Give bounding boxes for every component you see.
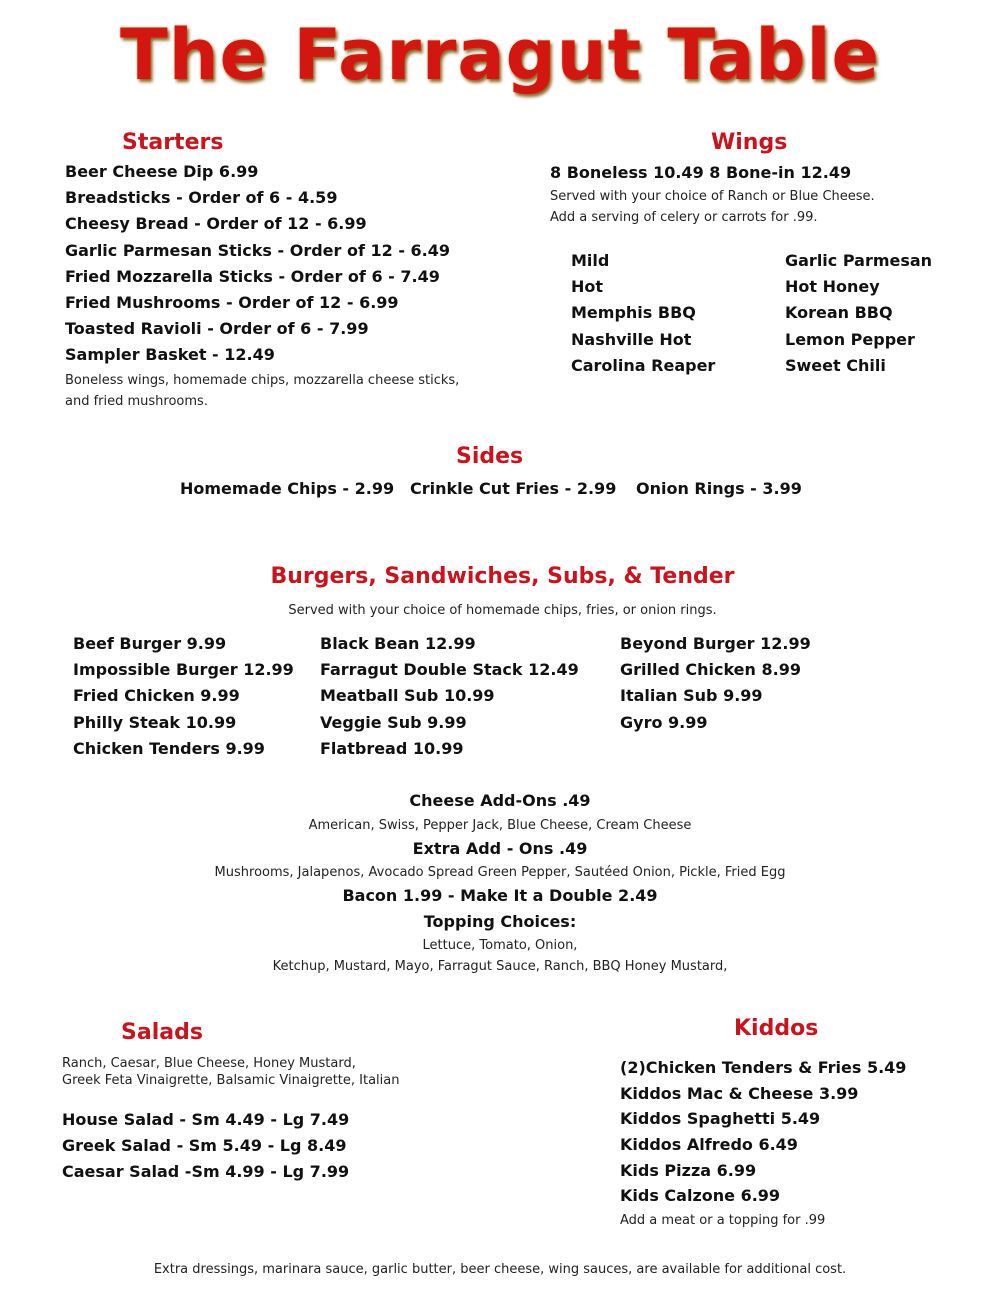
list-item: Kiddos Mac & Cheese 3.99	[620, 1083, 859, 1103]
list-item: Chicken Tenders 9.99	[73, 738, 265, 758]
wings-note-line1: Served with your choice of Ranch or Blue Cheese.	[550, 189, 875, 204]
salad-dressings-line1: Ranch, Caesar, Blue Cheese, Honey Mustard,	[62, 1056, 356, 1071]
burgers-col2	[320, 631, 579, 762]
kiddos-note: Add a meat or a topping for .99	[620, 1213, 826, 1228]
side-item: Crinkle Cut Fries - 2.99	[410, 479, 617, 498]
wings-note-line2: Add a serving of celery or carrots for .99.	[550, 210, 818, 225]
list-item: Kiddos Alfredo 6.49	[620, 1135, 798, 1155]
list-item: Hot	[571, 277, 604, 297]
list-item: Flatbread 10.99	[320, 738, 464, 758]
list-item: Breadsticks - Order of 6 - 4.59	[65, 188, 338, 208]
wing-flavors-col2	[785, 248, 932, 379]
salads-heading: Salads	[121, 1020, 203, 1045]
list-item: Caesar Salad -Sm 4.99 - Lg 7.99	[62, 1162, 350, 1182]
list-item: Nashville Hot	[571, 329, 692, 349]
list-item: House Salad - Sm 4.49 - Lg 7.49	[62, 1110, 350, 1129]
starters-list	[65, 159, 450, 369]
toppings-line1: Lettuce, Tomato, Onion,	[422, 938, 578, 953]
starters-heading: Starters	[122, 130, 224, 155]
salads-list	[62, 1107, 349, 1186]
list-item: Lemon Pepper	[785, 329, 915, 349]
list-item: Beef Burger 9.99	[73, 634, 227, 653]
list-item: Cheesy Bread - Order of 12 - 6.99	[65, 214, 367, 234]
list-item: Beyond Burger 12.99	[620, 634, 811, 653]
cheese-addons-heading: Cheese Add-Ons .49	[409, 791, 591, 810]
list-item: Gyro 9.99	[620, 712, 708, 732]
list-item: Impossible Burger 12.99	[73, 660, 294, 680]
list-item: Fried Mushrooms - Order of 12 - 6.99	[65, 292, 399, 312]
list-item: Garlic Parmesan	[785, 251, 933, 270]
starters-note-line2: and fried mushrooms.	[65, 394, 208, 409]
side-item: Onion Rings - 3.99	[636, 479, 802, 498]
list-item: Toasted Ravioli - Order of 6 - 7.99	[65, 319, 369, 339]
list-item: Hot Honey	[785, 277, 880, 297]
list-item: Mild	[571, 251, 610, 270]
list-item: Carolina Reaper	[571, 355, 716, 375]
kiddos-heading: Kiddos	[734, 1016, 819, 1041]
list-item: Fried Mozzarella Sticks - Order of 6 - 7.49	[65, 266, 440, 286]
burgers-heading: Burgers, Sandwiches, Subs, & Tender	[270, 564, 735, 589]
list-item: Greek Salad - Sm 5.49 - Lg 8.49	[62, 1136, 347, 1156]
list-item: Grilled Chicken 8.99	[620, 660, 801, 680]
list-item: Kids Calzone 6.99	[620, 1186, 781, 1206]
menu-title: The Farragut Table	[120, 14, 880, 96]
list-item: (2)Chicken Tenders & Fries 5.49	[620, 1058, 907, 1077]
kiddos-list	[620, 1055, 906, 1209]
list-item: Veggie Sub 9.99	[320, 712, 467, 732]
list-item: Farragut Double Stack 12.49	[320, 660, 579, 680]
list-item: Kiddos Spaghetti 5.49	[620, 1109, 821, 1129]
burgers-col1	[73, 631, 294, 762]
cheese-addons-list: American, Swiss, Pepper Jack, Blue Cheese, Cream Cheese	[308, 818, 692, 833]
salad-dressings-line2: Greek Feta Vinaigrette, Balsamic Vinaigrette, Italian	[62, 1073, 400, 1088]
toppings-heading: Topping Choices:	[423, 912, 577, 931]
list-item: Garlic Parmesan Sticks - Order of 12 - 6.49	[65, 240, 451, 260]
burgers-col3	[620, 631, 811, 736]
list-item: Beer Cheese Dip 6.99	[65, 162, 259, 181]
list-item: Black Bean 12.99	[320, 634, 476, 653]
list-item: Sweet Chili	[785, 355, 886, 375]
toppings-line2: Ketchup, Mustard, Mayo, Farragut Sauce, Ranch, BBQ Honey Mustard,	[272, 959, 728, 974]
list-item: Italian Sub 9.99	[620, 686, 763, 706]
wing-flavors-col1	[571, 248, 715, 379]
list-item: Kids Pizza 6.99	[620, 1160, 757, 1180]
starters-note-line1: Boneless wings, homemade chips, mozzarella cheese sticks,	[65, 373, 460, 388]
list-item: Meatball Sub 10.99	[320, 686, 495, 706]
sides-heading: Sides	[456, 444, 524, 469]
list-item: Korean BBQ	[785, 303, 893, 323]
list-item: Fried Chicken 9.99	[73, 686, 240, 706]
list-item: Memphis BBQ	[571, 303, 696, 323]
side-item: Homemade Chips - 2.99	[180, 479, 395, 498]
burgers-note: Served with your choice of homemade chips, fries, or onion rings.	[288, 603, 717, 618]
extra-addons-list: Mushrooms, Jalapenos, Avocado Spread Green Pepper, Sautéed Onion, Pickle, Fried Egg	[214, 865, 786, 880]
list-item: Sampler Basket - 12.49	[65, 345, 275, 365]
bacon-addon: Bacon 1.99 - Make It a Double 2.49	[342, 886, 658, 905]
wings-price-line: 8 Boneless 10.49 8 Bone-in 12.49	[550, 163, 852, 182]
extra-addons-heading: Extra Add - Ons .49	[412, 839, 588, 858]
footer-note: Extra dressings, marinara sauce, garlic butter, beer cheese, wing sauces, are available for additional cost.	[153, 1262, 847, 1277]
list-item: Philly Steak 10.99	[73, 712, 237, 732]
wings-heading: Wings	[711, 130, 788, 155]
